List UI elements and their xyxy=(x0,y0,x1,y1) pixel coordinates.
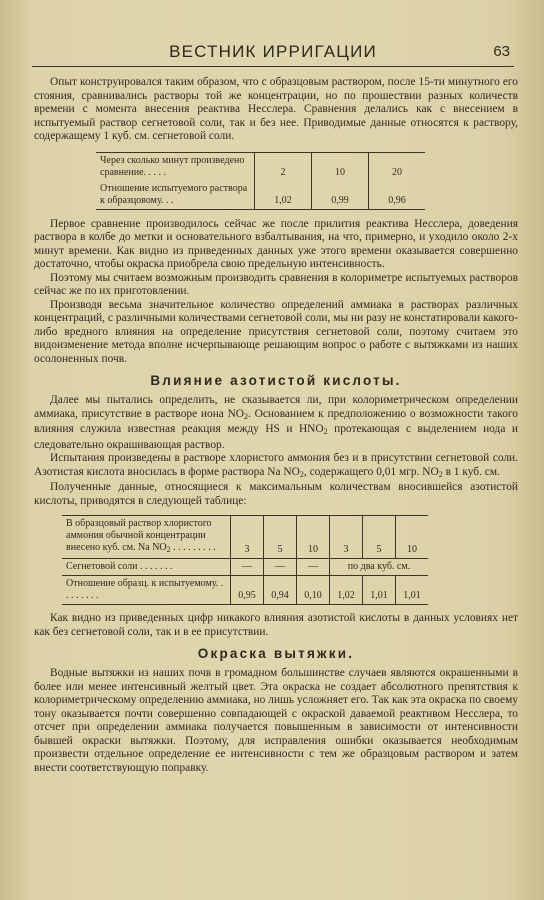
table-cell: 5 xyxy=(264,516,297,559)
table-cell: 1,01 xyxy=(396,576,429,605)
text-run: Далее мы пытались определить, не сказывается ли, при колориметрическом определении аммиака, присутствие в растворе иона NO xyxy=(34,394,518,420)
text-run: В образцовый раствор хлористого аммония обычной концентрации внесено куб. см. Na NO xyxy=(66,518,212,553)
text-run: , содержащего 0,01 мгр. NO xyxy=(303,465,439,478)
table-cell: 0,95 xyxy=(231,576,264,605)
table-cell: — xyxy=(231,559,264,576)
subscript: 2 xyxy=(438,469,443,479)
table-row-label: Отношение образц. к испытуемому. . . . . . . . . xyxy=(62,576,231,605)
table-cell: — xyxy=(297,559,330,576)
table-cell: — xyxy=(264,559,297,576)
table-cell: 0,99 xyxy=(312,181,369,210)
paragraph-4: Производя весьма значительное количество определений аммиака в растворах различных концентраций, с различными количествами сегнетовой соли, мы ни разу не констатировали какого-либо вредного влияния на определение присутствия сегнетовой соли, поэтому считаем это видоизменение метода вполне исчерпывающе решающим вопрос о работе с вытяжками из наших осолоненных почв. xyxy=(34,298,518,365)
table-cell: 10 xyxy=(297,516,330,559)
section-heading-extract-color: Окраска вытяжки. xyxy=(197,646,355,661)
table-row-label: Отношение испытуемого раствора к образцовому. . . xyxy=(100,182,248,206)
time-comparison-table xyxy=(96,152,425,210)
table-cell: 1,02 xyxy=(255,181,312,210)
text-run: протекающая с выделением иода и следовательно окрашивающая раствор. xyxy=(34,423,518,451)
table-row-label: Сегнетовой соли . . . . . . . xyxy=(62,559,231,576)
text-run: Испытания произведены в растворе хлористого аммония без и в присутствии сегнетовой соли. Азотистая кислота вносилась в форме раствора Na NO xyxy=(34,452,518,478)
table-cell: 20 xyxy=(369,152,426,181)
paragraph-2: Первое сравнение производилось сейчас же после прилития реактива Несслера, доведения раствора в колбе до метки и основательного взбалтывания, на что, примерно, и уходило около 2-х минут времени. Как видно из приведенных данных уже этого времени оказывается совершенно достаточно, чтобы окраска приобрела свою предельную интенсивность. xyxy=(34,217,518,270)
table-cell: 0,94 xyxy=(264,576,297,605)
table-row xyxy=(96,181,425,210)
subscript: 2 xyxy=(244,411,249,421)
table-cell: 0,96 xyxy=(369,181,426,210)
text-run: в 1 куб. см. xyxy=(442,465,500,478)
section-heading-nitrous-acid: Влияние азотистой кислоты. xyxy=(150,373,402,388)
paragraph-5 xyxy=(34,394,518,452)
table-cell: 2 xyxy=(255,152,312,181)
table-row xyxy=(62,516,428,559)
table-cell: 1,01 xyxy=(363,576,396,605)
table-cell: 10 xyxy=(396,516,429,559)
running-title: ВЕСТНИК ИРРИГАЦИИ xyxy=(169,42,377,61)
subscript: 2 xyxy=(166,545,171,554)
table-cell: 0,10 xyxy=(297,576,330,605)
paragraph-6 xyxy=(34,452,518,481)
paragraph-1: Опыт конструировался таким образом, что с образцовым раствором, после 15-ти минутного его стояния, сравнивались растворы той же концентрации, но по прошествии разных количеств времени с момента внесения реактива Несслера. Сравнения делались как с внесением в испытуемый раствор сегнетовой соли, так и без нее. Приводимые данные относятся к раствору, содержащему 1 куб. см. сегнетовой соли. xyxy=(34,76,518,142)
table-cell: 1,02 xyxy=(330,576,363,605)
paragraph-9: Водные вытяжки из наших почв в громадном большинстве случаев являются окрашенными в более или менее интенсивный желтый цвет. Эта окраска не создает абсолютного препятствия к колориметрическому определению аммиака, но лишь усложняет его. Так как эта окраска по своему тону оказывается почти совершенно совпадающей с окраской даваемой реактивом Несслера, то отсчет при определении аммиака получается повышенным в зависимости от интенсивности бывшей окраски вытяжки. Поэтому, для исправления ошибки оказывается необходимым произвести отдельное определение ее интенсивности с тем же образцовым раствором и затем внести соответствующую поправку. xyxy=(34,667,518,774)
table-cell: 5 xyxy=(363,516,396,559)
paragraph-7: Полученные данные, относящиеся к максимальным количествам вносившейся азотистой кислоты, приводятся в следующей таблице: xyxy=(34,481,518,507)
subscript: 2 xyxy=(299,469,304,479)
table-cell: 10 xyxy=(312,152,369,181)
text-run: . . . . . . . . . xyxy=(170,542,216,553)
text-run: . Основанием к предположению о возможности такого влияния служила известная реакция между HS и HNO xyxy=(34,407,518,435)
running-header xyxy=(32,40,514,67)
table-row xyxy=(96,152,425,181)
table-cell: 3 xyxy=(330,516,363,559)
page-body xyxy=(34,76,518,775)
table-row xyxy=(62,576,428,605)
paragraph-3: Поэтому мы считаем возможным производить сравнения в колориметре испытуемых растворов сейчас же по их приготовлении. xyxy=(34,271,518,297)
table-cell-span: по два куб. см. xyxy=(330,559,429,576)
table-cell: 3 xyxy=(231,516,264,559)
page-number: 63 xyxy=(493,43,510,60)
subscript: 2 xyxy=(323,427,328,436)
paragraph-8: Как видно из приведенных цифр никакого влияния азотистой кислоты в данных условиях нет как без сегнетовой соли, так и в ее присутствии. xyxy=(34,612,518,638)
table-row-label: Через сколько минут произведено сравнение. . . . . xyxy=(100,154,245,178)
table-row xyxy=(62,559,428,576)
nitrous-acid-table xyxy=(62,515,428,605)
table-row-label xyxy=(62,516,231,559)
